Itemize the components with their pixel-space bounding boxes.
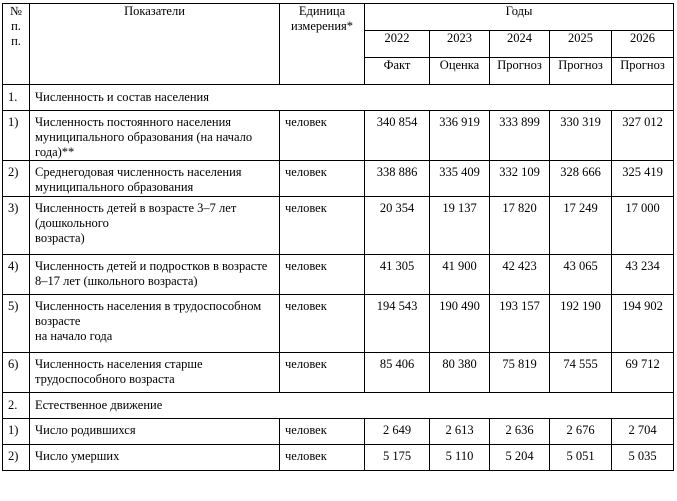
header-status: Прогноз xyxy=(490,58,550,85)
row-value: 20 354 xyxy=(365,197,430,255)
row-label: Численность постоянного населения муниципального образования (на начало года)** xyxy=(30,111,280,161)
row-number: 1) xyxy=(3,111,30,161)
row-number: 1) xyxy=(3,419,30,445)
row-label: Число умерших xyxy=(30,445,280,471)
row-number: 2) xyxy=(3,445,30,471)
header-status: Прогноз xyxy=(612,58,674,85)
row-label: Численность населения старше трудоспособного возраста xyxy=(30,353,280,393)
table-row xyxy=(3,197,674,255)
row-value: 190 490 xyxy=(430,295,490,353)
row-value: 43 065 xyxy=(550,255,612,295)
row-value: 330 319 xyxy=(550,111,612,161)
row-value: 338 886 xyxy=(365,161,430,197)
header-status: Прогноз xyxy=(550,58,612,85)
table-row xyxy=(3,111,674,161)
row-unit: человек xyxy=(280,111,365,161)
row-value: 194 543 xyxy=(365,295,430,353)
row-number: 5) xyxy=(3,295,30,353)
row-value: 193 157 xyxy=(490,295,550,353)
row-number: 2) xyxy=(3,161,30,197)
row-value: 2 613 xyxy=(430,419,490,445)
table-row xyxy=(3,161,674,197)
header-years-group: Годы xyxy=(365,4,674,31)
row-value: 2 676 xyxy=(550,419,612,445)
row-value: 336 919 xyxy=(430,111,490,161)
row-value: 41 900 xyxy=(430,255,490,295)
header-year: 2022 xyxy=(365,31,430,58)
row-value: 2 649 xyxy=(365,419,430,445)
row-value: 19 137 xyxy=(430,197,490,255)
row-value: 333 899 xyxy=(490,111,550,161)
header-status: Оценка xyxy=(430,58,490,85)
row-label: Среднегодовая численность населения муниципального образования xyxy=(30,161,280,197)
row-value: 5 175 xyxy=(365,445,430,471)
header-year: 2023 xyxy=(430,31,490,58)
section-title: Численность и состав населения xyxy=(30,85,674,111)
row-value: 328 666 xyxy=(550,161,612,197)
row-value: 5 110 xyxy=(430,445,490,471)
row-unit: человек xyxy=(280,295,365,353)
row-value: 325 419 xyxy=(612,161,674,197)
row-unit: человек xyxy=(280,197,365,255)
row-label: Численность детей в возрасте 3–7 лет (дошкольного возраста) xyxy=(30,197,280,255)
row-value: 85 406 xyxy=(365,353,430,393)
row-value: 2 636 xyxy=(490,419,550,445)
header-indicators: Показатели xyxy=(30,4,280,85)
row-value: 5 051 xyxy=(550,445,612,471)
row-label: Численность детей и подростков в возрасте 8–17 лет (школьного возраста) xyxy=(30,255,280,295)
row-value: 69 712 xyxy=(612,353,674,393)
row-label: Численность населения в трудоспособном возрасте на начало года xyxy=(30,295,280,353)
row-value: 192 190 xyxy=(550,295,612,353)
indicators-table xyxy=(2,3,674,471)
row-value: 335 409 xyxy=(430,161,490,197)
row-value: 17 000 xyxy=(612,197,674,255)
header-status: Факт xyxy=(365,58,430,85)
row-number: 3) xyxy=(3,197,30,255)
section-number: 1. xyxy=(3,85,30,111)
row-value: 80 380 xyxy=(430,353,490,393)
header-year: 2026 xyxy=(612,31,674,58)
header-year: 2025 xyxy=(550,31,612,58)
row-value: 17 820 xyxy=(490,197,550,255)
table-row xyxy=(3,445,674,471)
row-unit: человек xyxy=(280,419,365,445)
row-value: 41 305 xyxy=(365,255,430,295)
table-row xyxy=(3,295,674,353)
header-num: № п. п. xyxy=(3,4,30,85)
row-value: 42 423 xyxy=(490,255,550,295)
section-title: Естественное движение xyxy=(30,393,674,419)
row-value: 327 012 xyxy=(612,111,674,161)
row-number: 6) xyxy=(3,353,30,393)
row-unit: человек xyxy=(280,161,365,197)
row-value: 74 555 xyxy=(550,353,612,393)
table-row xyxy=(3,353,674,393)
row-number: 4) xyxy=(3,255,30,295)
row-value: 5 204 xyxy=(490,445,550,471)
row-value: 43 234 xyxy=(612,255,674,295)
row-value: 75 819 xyxy=(490,353,550,393)
row-unit: человек xyxy=(280,445,365,471)
table-row xyxy=(3,255,674,295)
row-value: 332 109 xyxy=(490,161,550,197)
row-value: 194 902 xyxy=(612,295,674,353)
header-year: 2024 xyxy=(490,31,550,58)
row-value: 2 704 xyxy=(612,419,674,445)
row-value: 5 035 xyxy=(612,445,674,471)
table-row xyxy=(3,419,674,445)
row-unit: человек xyxy=(280,353,365,393)
header-unit: Единица измерения* xyxy=(280,4,365,85)
row-value: 17 249 xyxy=(550,197,612,255)
section-number: 2. xyxy=(3,393,30,419)
row-unit: человек xyxy=(280,255,365,295)
row-value: 340 854 xyxy=(365,111,430,161)
row-label: Число родившихся xyxy=(30,419,280,445)
